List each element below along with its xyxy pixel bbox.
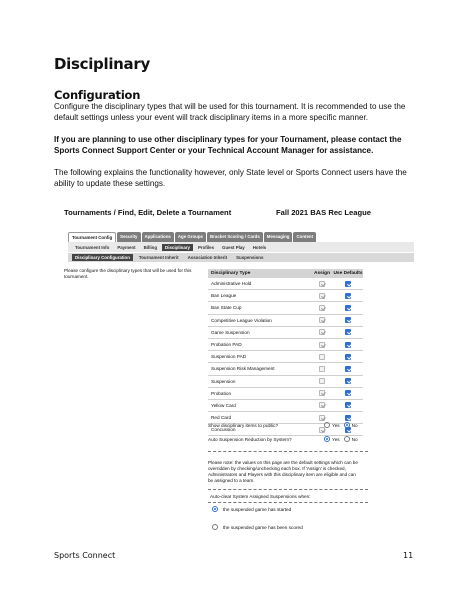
show-public-label: Show disciplinary items to public?	[208, 422, 279, 428]
page-number: 11	[403, 551, 414, 560]
contact-paragraph: If you are planning to use other disciplinary types for your Tournament, please contact the Sports Connect Support Center or your Technical Account Manager for assistance.	[54, 135, 402, 155]
assign-cell	[311, 305, 333, 311]
yes-label: Yes	[332, 422, 340, 428]
tab-messaging[interactable]: Messaging	[264, 232, 293, 242]
assign-checkbox[interactable]	[319, 415, 325, 421]
use-defaults-cell	[333, 305, 363, 311]
assign-checkbox[interactable]	[319, 293, 325, 299]
assign-cell	[311, 281, 333, 287]
table-row	[208, 351, 363, 363]
assign-checkbox[interactable]	[319, 342, 325, 348]
assign-cell	[311, 317, 333, 323]
sub-tabs	[68, 242, 414, 252]
assign-checkbox[interactable]	[319, 317, 325, 323]
assign-cell	[311, 390, 333, 396]
disciplinary-type-name: Ban State Cup	[211, 305, 242, 311]
subtab-billing[interactable]: Billing	[143, 244, 158, 250]
assign-cell	[311, 342, 333, 348]
game-scored-label: the suspended game has been scored	[223, 524, 303, 530]
divider	[208, 489, 368, 490]
use-defaults-checkbox[interactable]	[345, 354, 351, 360]
table-row	[208, 290, 363, 302]
season-label: Fall 2021 BAS Rec League	[276, 208, 371, 217]
show-public-yes-radio[interactable]	[324, 422, 330, 428]
table-row	[208, 400, 363, 412]
disciplinary-type-name: Concussion	[211, 427, 236, 433]
table-row	[208, 363, 363, 375]
assign-cell	[311, 402, 333, 408]
auto-reduction-label: Auto Suspension Reduction by System?	[208, 436, 292, 442]
subtab-guest-play[interactable]: Guest Play	[222, 244, 245, 250]
use-defaults-checkbox[interactable]	[345, 305, 351, 311]
assign-checkbox[interactable]	[319, 354, 325, 360]
use-defaults-checkbox[interactable]	[345, 329, 351, 335]
no-label: No	[351, 422, 358, 428]
table-row	[208, 302, 363, 314]
use-defaults-cell	[333, 329, 363, 335]
use-defaults-checkbox[interactable]	[345, 402, 351, 408]
divider	[208, 451, 368, 452]
disciplinary-type-name: Suspension PAD	[211, 354, 247, 360]
use-defaults-cell	[333, 317, 363, 323]
assign-checkbox[interactable]	[319, 402, 325, 408]
disciplinary-type-name: Game Suspension	[211, 329, 250, 335]
use-defaults-cell	[333, 342, 363, 348]
use-defaults-cell	[333, 390, 363, 396]
subtab-payment[interactable]: Payment	[117, 244, 136, 250]
screen-title: Tournaments / Find, Edit, Delete a Tournament	[64, 208, 232, 217]
disciplinary-type-name: Red Card	[211, 415, 232, 421]
main-tabs	[68, 232, 316, 242]
tab-bracket-scoring[interactable]: Bracket Scoring / Cards	[207, 232, 263, 242]
subsubtab-suspensions[interactable]: Suspensions	[236, 255, 264, 260]
use-defaults-cell	[333, 293, 363, 299]
use-defaults-checkbox[interactable]	[345, 415, 351, 421]
page-heading: Disciplinary	[54, 55, 150, 73]
disciplinary-type-name: Competitive League Violation	[211, 317, 272, 323]
use-defaults-cell	[333, 366, 363, 372]
tab-age-groups[interactable]: Age Groups	[175, 232, 206, 242]
auto-reduction-no-radio[interactable]	[344, 436, 350, 442]
subsubtab-disciplinary-configuration[interactable]: Disciplinary Configuration	[72, 254, 133, 261]
assign-cell	[311, 415, 333, 421]
disciplinary-type-name: Yellow Card	[211, 402, 236, 408]
table-header	[208, 269, 363, 278]
assign-cell	[311, 378, 333, 384]
autoclear-option-scored	[212, 524, 303, 530]
defaults-note: Please note: the values on this page are the default settings which can be overridden by checking/unchecking each box. If 'Assign' is checked, Administrators and Players with this disciplinary item are eligible and can be assigned to a team.	[208, 460, 358, 483]
auto-reduction-yes-radio[interactable]	[324, 436, 330, 442]
disciplinary-type-name: Administrative Hold	[211, 281, 252, 287]
disciplinary-type-name: Probation	[211, 390, 232, 396]
use-defaults-cell	[333, 354, 363, 360]
disciplinary-type-name: Ban League	[211, 293, 237, 299]
embedded-screenshot	[54, 200, 424, 540]
tab-security[interactable]: Security	[117, 232, 140, 242]
assign-checkbox[interactable]	[319, 378, 325, 384]
disciplinary-type-name: Probation PAD	[211, 342, 242, 348]
table-row	[208, 388, 363, 400]
subtab-disciplinary[interactable]: Disciplinary	[162, 244, 193, 251]
use-defaults-checkbox[interactable]	[345, 317, 351, 323]
game-started-label: the suspended game has started	[223, 506, 292, 512]
column-use-defaults: Use Defaults	[333, 271, 363, 276]
assign-checkbox[interactable]	[319, 281, 325, 287]
section-heading: Configuration	[54, 88, 141, 102]
use-defaults-checkbox[interactable]	[345, 378, 351, 384]
functionality-paragraph: The following explains the functionality however, only State level or Sports Connect users have the ability to update these settings.	[54, 168, 407, 188]
subsubtab-tournament-inherit[interactable]: Tournament Inherit	[138, 255, 179, 260]
table-row	[208, 315, 363, 327]
assign-cell	[311, 329, 333, 335]
subtab-hotels[interactable]: Hotels	[252, 244, 267, 250]
assign-cell	[311, 293, 333, 299]
assign-checkbox[interactable]	[319, 329, 325, 335]
use-defaults-cell	[333, 281, 363, 287]
sub-sub-tabs	[68, 253, 414, 262]
disciplinary-table	[208, 269, 363, 436]
disciplinary-type-name: Suspension	[211, 378, 236, 384]
tab-content[interactable]: Content	[293, 232, 316, 242]
no-label: No	[351, 436, 358, 442]
autoclear-option-started	[212, 506, 291, 512]
table-row	[208, 278, 363, 290]
divider	[208, 502, 368, 503]
game-started-radio[interactable]	[212, 506, 218, 512]
footer-brand: Sports Connect	[54, 551, 116, 560]
table-body	[208, 278, 363, 436]
subtab-tournament-info[interactable]: Tournament Info	[75, 244, 110, 250]
assign-checkbox[interactable]	[319, 390, 325, 396]
show-public-question	[208, 422, 408, 428]
subsubtab-association-inherit[interactable]: Association Inherit	[187, 255, 228, 260]
assign-cell	[311, 366, 333, 372]
assign-checkbox[interactable]	[319, 366, 325, 372]
use-defaults-checkbox[interactable]	[345, 390, 351, 396]
tab-applications[interactable]: Applications	[142, 232, 174, 242]
use-defaults-checkbox[interactable]	[345, 366, 351, 372]
config-intro: Please configure the disciplinary types that will be used for this tournament.	[64, 268, 192, 279]
intro-paragraph: Configure the disciplinary types that will be used for this tournament. It is recommended to use the default settings unless your event will track disciplinary items in a more specific manner.	[54, 102, 406, 122]
use-defaults-checkbox[interactable]	[345, 293, 351, 299]
assign-checkbox[interactable]	[319, 305, 325, 311]
table-row	[208, 376, 363, 388]
auto-reduction-question	[208, 436, 408, 442]
use-defaults-cell	[333, 415, 363, 421]
subtab-profiles[interactable]: Profiles	[197, 244, 215, 250]
table-row	[208, 327, 363, 339]
disciplinary-type-name: Suspension Risk Management	[211, 366, 275, 372]
use-defaults-checkbox[interactable]	[345, 342, 351, 348]
game-scored-radio[interactable]	[212, 524, 218, 530]
yes-label: Yes	[332, 436, 340, 442]
tab-tournament-config[interactable]: Tournament Config	[68, 232, 116, 242]
column-assign: Assign	[314, 271, 330, 276]
table-row	[208, 339, 363, 351]
column-type: Disciplinary Type	[211, 271, 251, 276]
show-public-no-radio[interactable]	[344, 422, 350, 428]
use-defaults-cell	[333, 402, 363, 408]
autoclear-label: Auto-clear System Assigned Suspensions when:	[210, 494, 311, 499]
assign-cell	[311, 354, 333, 360]
use-defaults-cell	[333, 378, 363, 384]
use-defaults-checkbox[interactable]	[345, 281, 351, 287]
